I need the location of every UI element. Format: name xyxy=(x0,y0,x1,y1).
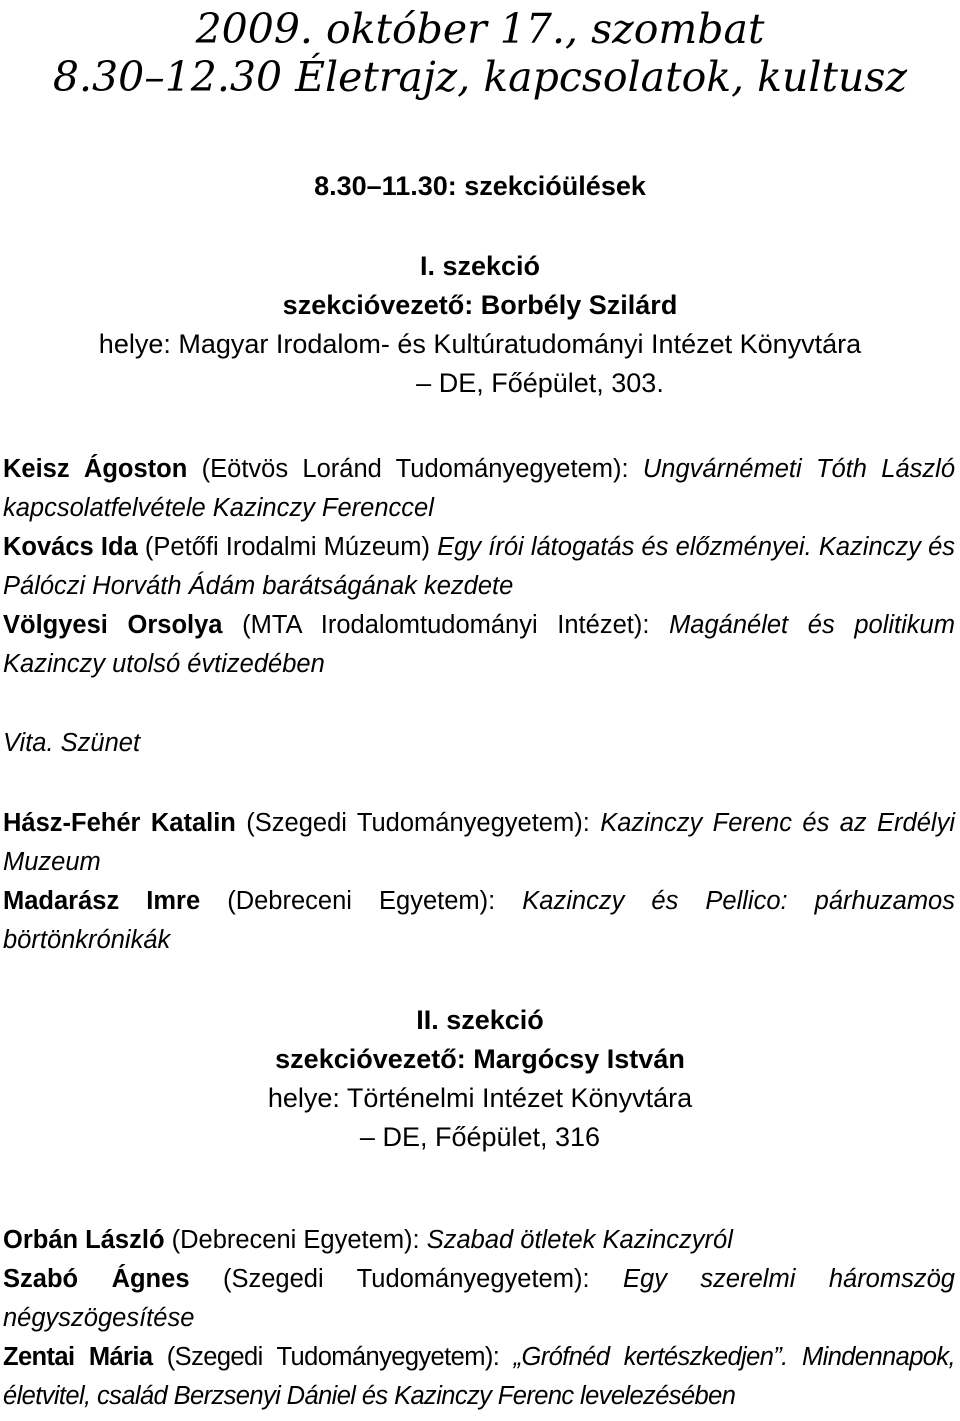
talk-szabo xyxy=(3,1260,955,1338)
speaker-affiliation: (Szegedi Tudományegyetem): xyxy=(235,809,601,837)
talk-title: Magánélet és politikum Kazinczy utolsó évtizedében xyxy=(3,611,955,678)
date-heading: 2009. október 17., szombat xyxy=(195,5,765,53)
speaker-name: Orbán László xyxy=(3,1226,165,1254)
section2-building: – DE, Főépület, 316 xyxy=(359,1122,601,1152)
speaker-affiliation: (Szegedi Tudományegyetem): xyxy=(189,1265,624,1293)
talk-zentai xyxy=(3,1338,955,1416)
talk-hasz-feher xyxy=(3,804,955,882)
theme-heading: 8.30–12.30 Életrajz, kapcsolatok, kultusz xyxy=(52,53,908,101)
speaker-name: Zentai Mária xyxy=(3,1343,153,1371)
talk-madarasz xyxy=(3,882,955,960)
talk-orban xyxy=(3,1221,955,1260)
talk-title: Kazinczy Ferenc és az Erdélyi Muzeum xyxy=(3,809,955,876)
talk-title: Kazinczy és Pellico: párhuzamos börtönkrónikák xyxy=(3,887,955,954)
speaker-affiliation: (MTA Irodalomtudományi Intézet): xyxy=(222,611,670,639)
section1-title: I. szekció xyxy=(419,251,541,281)
speaker-affiliation: (Szegedi Tudományegyetem): xyxy=(152,1343,514,1371)
speaker-affiliation: (Eötvös Loránd Tudományegyetem): xyxy=(187,455,643,483)
section1-location: helye: Magyar Irodalom- és Kultúratudományi Intézet Könyvtára xyxy=(98,329,862,359)
talk-title: Szabad ötletek Kazinczyról xyxy=(426,1226,733,1254)
talk-kovacs xyxy=(3,528,955,606)
talk-title: „Grófnéd kertészkedjen”. Mindennapok, életvitel, család Berzsenyi Dániel és Kazinczy Ferenc levelezésében xyxy=(3,1343,955,1410)
section1-building: – DE, Főépület, 303. xyxy=(416,368,664,398)
speaker-affiliation: (Petőfi Irodalmi Múzeum) xyxy=(137,533,438,561)
talk-title: Ungvárnémeti Tóth László kapcsolatfelvétele Kazinczy Ferenccel xyxy=(3,455,955,522)
section2-chair: szekcióvezető: Margócsy István xyxy=(275,1044,685,1074)
session-heading: 8.30–11.30: szekcióülések xyxy=(314,171,646,201)
speaker-name: Kovács Ida xyxy=(3,533,138,561)
talk-title: Egy szerelmi háromszög négyszögesítése xyxy=(3,1265,955,1332)
speaker-affiliation: (Debreceni Egyetem): xyxy=(164,1226,427,1254)
talk-volgyesi xyxy=(3,606,955,684)
talk-title: Egy írói látogatás és előzményei. Kazinczy és Pálóczi Horváth Ádám barátságának kezdete xyxy=(3,533,955,600)
speaker-name: Keisz Ágoston xyxy=(3,455,188,483)
break-note: Vita. Szünet xyxy=(3,729,141,757)
speaker-affiliation: (Debreceni Egyetem): xyxy=(200,887,523,915)
talk-keisz xyxy=(3,450,955,528)
section2-location: helye: Történelmi Intézet Könyvtára xyxy=(267,1083,693,1113)
speaker-name: Madarász Imre xyxy=(3,887,201,915)
section1-chair: szekcióvezető: Borbély Szilárd xyxy=(282,290,678,320)
speaker-name: Hász-Fehér Katalin xyxy=(3,809,236,837)
speaker-name: Völgyesi Orsolya xyxy=(3,611,223,639)
section2-title: II. szekció xyxy=(416,1005,544,1035)
speaker-name: Szabó Ágnes xyxy=(3,1265,190,1293)
